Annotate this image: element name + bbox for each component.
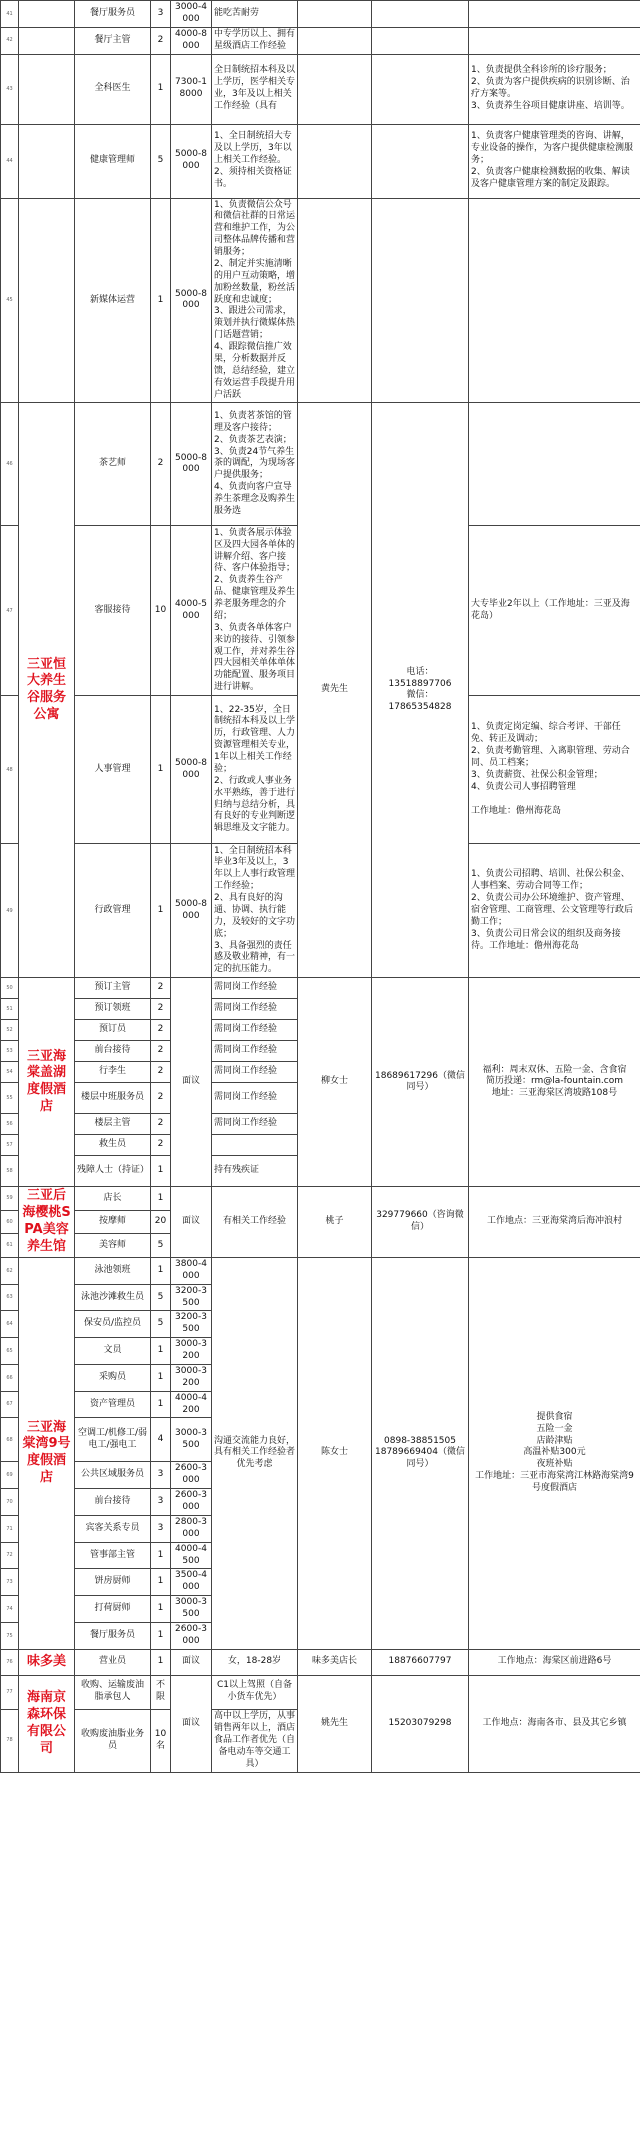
headcount: 不限 [151,1675,171,1709]
contact-person [298,198,372,403]
headcount: 10名 [151,1709,171,1772]
headcount: 2 [151,1135,171,1156]
job-duties [469,27,640,54]
row-number: 77 [1,1675,19,1709]
headcount: 1 [151,1649,171,1675]
contact-phone: 329779660（咨询微信） [372,1187,469,1258]
headcount: 1 [151,1596,171,1623]
job-title: 收购、运输废油脂承包人 [75,1675,151,1709]
requirements: 能吃苦耐劳 [212,1,298,28]
requirements: 高中以上学历，从事销售两年以上，酒店食品工作者优先（自备电动车等交通工具） [212,1709,298,1772]
requirements: 需同岗工作经验 [212,1020,298,1041]
job-title: 按摩师 [75,1210,151,1234]
contact-person [298,54,372,124]
requirements: 需同岗工作经验 [212,1041,298,1062]
salary: 3000-3200 [171,1338,212,1365]
job-title: 茶艺师 [75,403,151,526]
row-number: 49 [1,844,19,978]
job-title: 文员 [75,1338,151,1365]
row-number: 70 [1,1489,19,1516]
job-title: 预订主管 [75,978,151,999]
table-row [1,978,640,999]
contact-phone: 18689617296（微信同号） [372,978,469,1187]
job-title: 客服接待 [75,526,151,696]
job-title: 打荷厨师 [75,1596,151,1623]
contact-phone [372,198,469,403]
row-number: 56 [1,1114,19,1135]
salary: 3200-3500 [171,1284,212,1311]
headcount: 1 [151,696,171,844]
job-title: 新媒体运营 [75,198,151,403]
table-row [1,124,640,198]
contact-phone: 18876607797 [372,1649,469,1675]
row-number: 75 [1,1622,19,1649]
salary: 4000-4500 [171,1542,212,1569]
row-number: 69 [1,1462,19,1489]
company-name: 海南京森环保有限公司 [19,1675,75,1772]
contact-person: 黄先生 [298,403,372,978]
job-title: 前台接待 [75,1041,151,1062]
job-duties: 1、负责公司招聘、培训、社保公积金、人事档案、劳动合同等工作； 2、负责公司办公环境维护、资产管理、宿舍管理、工商管理、公文管理等行政后勤工作； 3、负责公司日常会议的组织及商务接待。工作地址：儋州海花岛 [469,844,640,978]
salary: 3000-3500 [171,1596,212,1623]
row-number: 59 [1,1187,19,1211]
job-duties: 1、负责定岗定编、综合考评、干部任免、转正及调动； 2、负责考勤管理、入离职管理、劳动合同、员工档案； 3、负责薪资、社保公积金管理； 4、负责公司人事招聘管理 工作地址：儋州海花岛 [469,696,640,844]
contact-person: 味多美店长 [298,1649,372,1675]
salary: 5000-8000 [171,403,212,526]
company-name [19,124,75,198]
job-title: 公共区域服务员 [75,1462,151,1489]
row-number: 78 [1,1709,19,1772]
headcount: 2 [151,1041,171,1062]
company-name: 三亚后海樱桃SPA美容养生馆 [19,1187,75,1258]
row-number: 64 [1,1311,19,1338]
row-number: 67 [1,1391,19,1418]
job-title: 楼层中班服务员 [75,1083,151,1114]
headcount: 1 [151,1364,171,1391]
headcount: 3 [151,1515,171,1542]
headcount: 1 [151,1156,171,1187]
job-title: 健康管理师 [75,124,151,198]
headcount: 20 [151,1210,171,1234]
job-title: 店长 [75,1187,151,1211]
job-title: 残障人士（持证） [75,1156,151,1187]
job-title: 餐厅主管 [75,27,151,54]
row-number: 76 [1,1649,19,1675]
requirements: 持有残疾证 [212,1156,298,1187]
row-number: 54 [1,1062,19,1083]
job-duties: 工作地点：三亚海棠湾后海冲浪村 [469,1187,640,1258]
row-number: 46 [1,403,19,526]
job-title: 收购废油脂业务员 [75,1709,151,1772]
job-title: 资产管理员 [75,1391,151,1418]
salary: 7300-18000 [171,54,212,124]
table-row [1,54,640,124]
salary: 2600-3000 [171,1622,212,1649]
salary: 3000-4000 [171,1,212,28]
job-title: 人事管理 [75,696,151,844]
salary: 2600-3000 [171,1489,212,1516]
contact-phone: 电话： 13518897706 微信： 17865354828 [372,403,469,978]
contact-person: 桃子 [298,1187,372,1258]
job-title: 餐厅服务员 [75,1,151,28]
table-row [1,1187,640,1211]
job-title: 前台接待 [75,1489,151,1516]
job-title: 救生员 [75,1135,151,1156]
salary: 5000-8000 [171,198,212,403]
salary: 3800-4000 [171,1257,212,1284]
row-number: 42 [1,27,19,54]
headcount: 1 [151,1622,171,1649]
headcount: 1 [151,1257,171,1284]
requirements: 需同岗工作经验 [212,1083,298,1114]
row-number: 50 [1,978,19,999]
headcount: 2 [151,978,171,999]
salary: 3500-4000 [171,1569,212,1596]
job-duties [469,198,640,403]
headcount: 2 [151,999,171,1020]
requirements: 1、负责茗茶馆的管理及客户接待； 2、负责茶艺表演； 3、负责24节气养生茶的调配，为现场客户提供服务； 4、负责向客户宣导养生茶理念及购养生服务选 [212,403,298,526]
headcount: 10 [151,526,171,696]
row-number: 63 [1,1284,19,1311]
headcount: 1 [151,1391,171,1418]
row-number: 66 [1,1364,19,1391]
row-number: 58 [1,1156,19,1187]
row-number: 68 [1,1418,19,1462]
requirements: 1、负责各展示体验区及四大园各单体的讲解介绍、客户接待、客户体验指导； 2、负责养生谷产品、健康管理及养生养老服务理念的介绍； 3、负责各单体客户来访的接待、引领参观工作，并对养生谷四大园相关单体单体功能配置、服务项目进行讲解。 [212,526,298,696]
company-name: 三亚恒大养生谷服务公寓 [19,403,75,978]
row-number: 47 [1,526,19,696]
headcount: 1 [151,1187,171,1211]
contact-person [298,124,372,198]
row-number: 48 [1,696,19,844]
requirements: 有相关工作经验 [212,1187,298,1258]
job-title: 全科医生 [75,54,151,124]
headcount: 4 [151,1418,171,1462]
contact-phone [372,1,469,28]
salary: 面议 [171,1649,212,1675]
requirements: 女，18-28岁 [212,1649,298,1675]
table-row [1,27,640,54]
job-title: 保安员/监控员 [75,1311,151,1338]
job-duties [469,1,640,28]
row-number: 41 [1,1,19,28]
table-row [1,1675,640,1709]
row-number: 55 [1,1083,19,1114]
headcount: 2 [151,1114,171,1135]
company-name: 味多美 [19,1649,75,1675]
headcount: 5 [151,1311,171,1338]
salary: 面议 [171,1187,212,1258]
job-title: 行李生 [75,1062,151,1083]
job-duties: 大专毕业2年以上（工作地址：三亚及海花岛） [469,526,640,696]
job-title: 空调工/机修工/弱电工/强电工 [75,1418,151,1462]
headcount: 2 [151,1020,171,1041]
company-name [19,198,75,403]
row-number: 65 [1,1338,19,1365]
headcount: 3 [151,1462,171,1489]
salary: 4000-8000 [171,27,212,54]
row-number: 45 [1,198,19,403]
row-number: 74 [1,1596,19,1623]
contact-phone: 15203079298 [372,1675,469,1772]
table-row [1,403,640,526]
job-title: 管事部主管 [75,1542,151,1569]
requirements: 沟通交流能力良好，具有相关工作经验者优先考虑 [212,1257,298,1649]
job-duties: 工作地点：海南各市、县及其它乡镇 [469,1675,640,1772]
job-title: 行政管理 [75,844,151,978]
headcount: 3 [151,1489,171,1516]
headcount: 1 [151,1338,171,1365]
headcount: 2 [151,27,171,54]
salary: 2800-3000 [171,1515,212,1542]
requirements: 需同岗工作经验 [212,978,298,999]
headcount: 1 [151,1569,171,1596]
headcount: 5 [151,124,171,198]
headcount: 3 [151,1,171,28]
row-number: 72 [1,1542,19,1569]
salary: 5000-8000 [171,124,212,198]
row-number: 73 [1,1569,19,1596]
salary: 面议 [171,1675,212,1772]
job-duties: 1、负责提供全科诊所的诊疗服务； 2、负责为客户提供疾病的识别诊断、治疗方案等。 3、负责养生谷项目健康讲座、培训等。 [469,54,640,124]
requirements: 1、全日制统招本科毕业3年及以上，3年以上人事行政管理工作经验； 2、具有良好的沟通、协调、执行能力，及较好的文字功底； 3、具备强烈的责任感及敬业精神，有一定的抗压能力。 [212,844,298,978]
company-name [19,27,75,54]
row-number: 51 [1,999,19,1020]
headcount: 1 [151,844,171,978]
row-number: 44 [1,124,19,198]
job-duties: 1、负责客户健康管理类的咨询、讲解，专业设备的操作，为客户提供健康检测服务； 2、负责客户健康检测数据的收集、解读及客户健康管理方案的制定及跟踪。 [469,124,640,198]
salary: 5000-8000 [171,844,212,978]
salary: 4000-4200 [171,1391,212,1418]
job-duties: 提供食宿 五险一金 店龄津贴 高温补贴300元 夜班补贴 工作地址：三亚市海棠湾江林路海棠湾9号度假酒店 [469,1257,640,1649]
headcount: 5 [151,1284,171,1311]
salary: 面议 [171,978,212,1187]
contact-person: 陈女士 [298,1257,372,1649]
requirements [212,1135,298,1156]
row-number: 71 [1,1515,19,1542]
job-title: 预订员 [75,1020,151,1041]
job-title: 餐厅服务员 [75,1622,151,1649]
row-number: 57 [1,1135,19,1156]
requirements: 1、负责微信公众号和微信社群的日常运营和维护工作，为公司整体品牌传播和营销服务； 2、制定并实施清晰的用户互动策略，增加粉丝数量，粉丝活跃度和忠诚度； 3、跟进公司需求，策划并执行微媒体热门话题营销； 4、跟踪微信推广效果，分析数据并反馈，总结经验，建立有效运营手段提升用户活跃 [212,198,298,403]
company-name [19,1,75,28]
headcount: 1 [151,1542,171,1569]
contact-person [298,27,372,54]
row-number: 62 [1,1257,19,1284]
salary: 5000-8000 [171,696,212,844]
requirements: 1、全日制统招大专及以上学历，3年以上相关工作经验。 2、须持相关资格证书。 [212,124,298,198]
headcount: 2 [151,403,171,526]
salary: 3200-3500 [171,1311,212,1338]
job-title: 美容师 [75,1234,151,1258]
contact-person: 柳女士 [298,978,372,1187]
contact-person: 姚先生 [298,1675,372,1772]
contact-phone [372,124,469,198]
table-row [1,1,640,28]
job-title: 采购员 [75,1364,151,1391]
job-title: 泳池沙滩救生员 [75,1284,151,1311]
company-name [19,54,75,124]
requirements: 需同岗工作经验 [212,1114,298,1135]
headcount: 2 [151,1083,171,1114]
requirements: 中专学历以上、拥有星级酒店工作经验 [212,27,298,54]
headcount: 1 [151,54,171,124]
row-number: 60 [1,1210,19,1234]
headcount: 5 [151,1234,171,1258]
salary: 2600-3000 [171,1462,212,1489]
row-number: 52 [1,1020,19,1041]
contact-phone [372,27,469,54]
company-name: 三亚海棠盖湖度假酒店 [19,978,75,1187]
job-title: 预订领班 [75,999,151,1020]
company-name: 三亚海棠湾9号度假酒店 [19,1257,75,1649]
job-title: 营业员 [75,1649,151,1675]
table-row [1,1649,640,1675]
contact-phone [372,54,469,124]
salary: 3000-3200 [171,1364,212,1391]
job-duties [469,403,640,526]
job-title: 饼房厨师 [75,1569,151,1596]
contact-person [298,1,372,28]
headcount: 1 [151,198,171,403]
salary: 4000-5000 [171,526,212,696]
job-duties: 工作地点：海棠区前进路6号 [469,1649,640,1675]
requirements: 1、22-35岁，全日制统招本科及以上学历，行政管理、人力资源管理相关专业，1年以上相关工作经验； 2、行政或人事业务水平熟练，善于进行归纳与总结分析，具有良好的专业判断逻辑思维及文字能力。 [212,696,298,844]
job-title: 泳池领班 [75,1257,151,1284]
requirements: 全日制统招本科及以上学历，医学相关专业，3年及以上相关工作经验（具有 [212,54,298,124]
requirements: 需同岗工作经验 [212,999,298,1020]
row-number: 53 [1,1041,19,1062]
job-title: 楼层主管 [75,1114,151,1135]
job-duties: 福利：周末双休、五险一金、含食宿 简历投递：rm@la-fountain.com 地址：三亚海棠区湾坡路108号 [469,978,640,1187]
table-row [1,1257,640,1284]
requirements: 需同岗工作经验 [212,1062,298,1083]
table-row [1,198,640,403]
row-number: 43 [1,54,19,124]
contact-phone: 0898-38851505 18789669404（微信同号） [372,1257,469,1649]
headcount: 2 [151,1062,171,1083]
row-number: 61 [1,1234,19,1258]
job-title: 宾客关系专员 [75,1515,151,1542]
requirements: C1以上驾照（自备小货车优先） [212,1675,298,1709]
salary: 3000-3500 [171,1418,212,1462]
